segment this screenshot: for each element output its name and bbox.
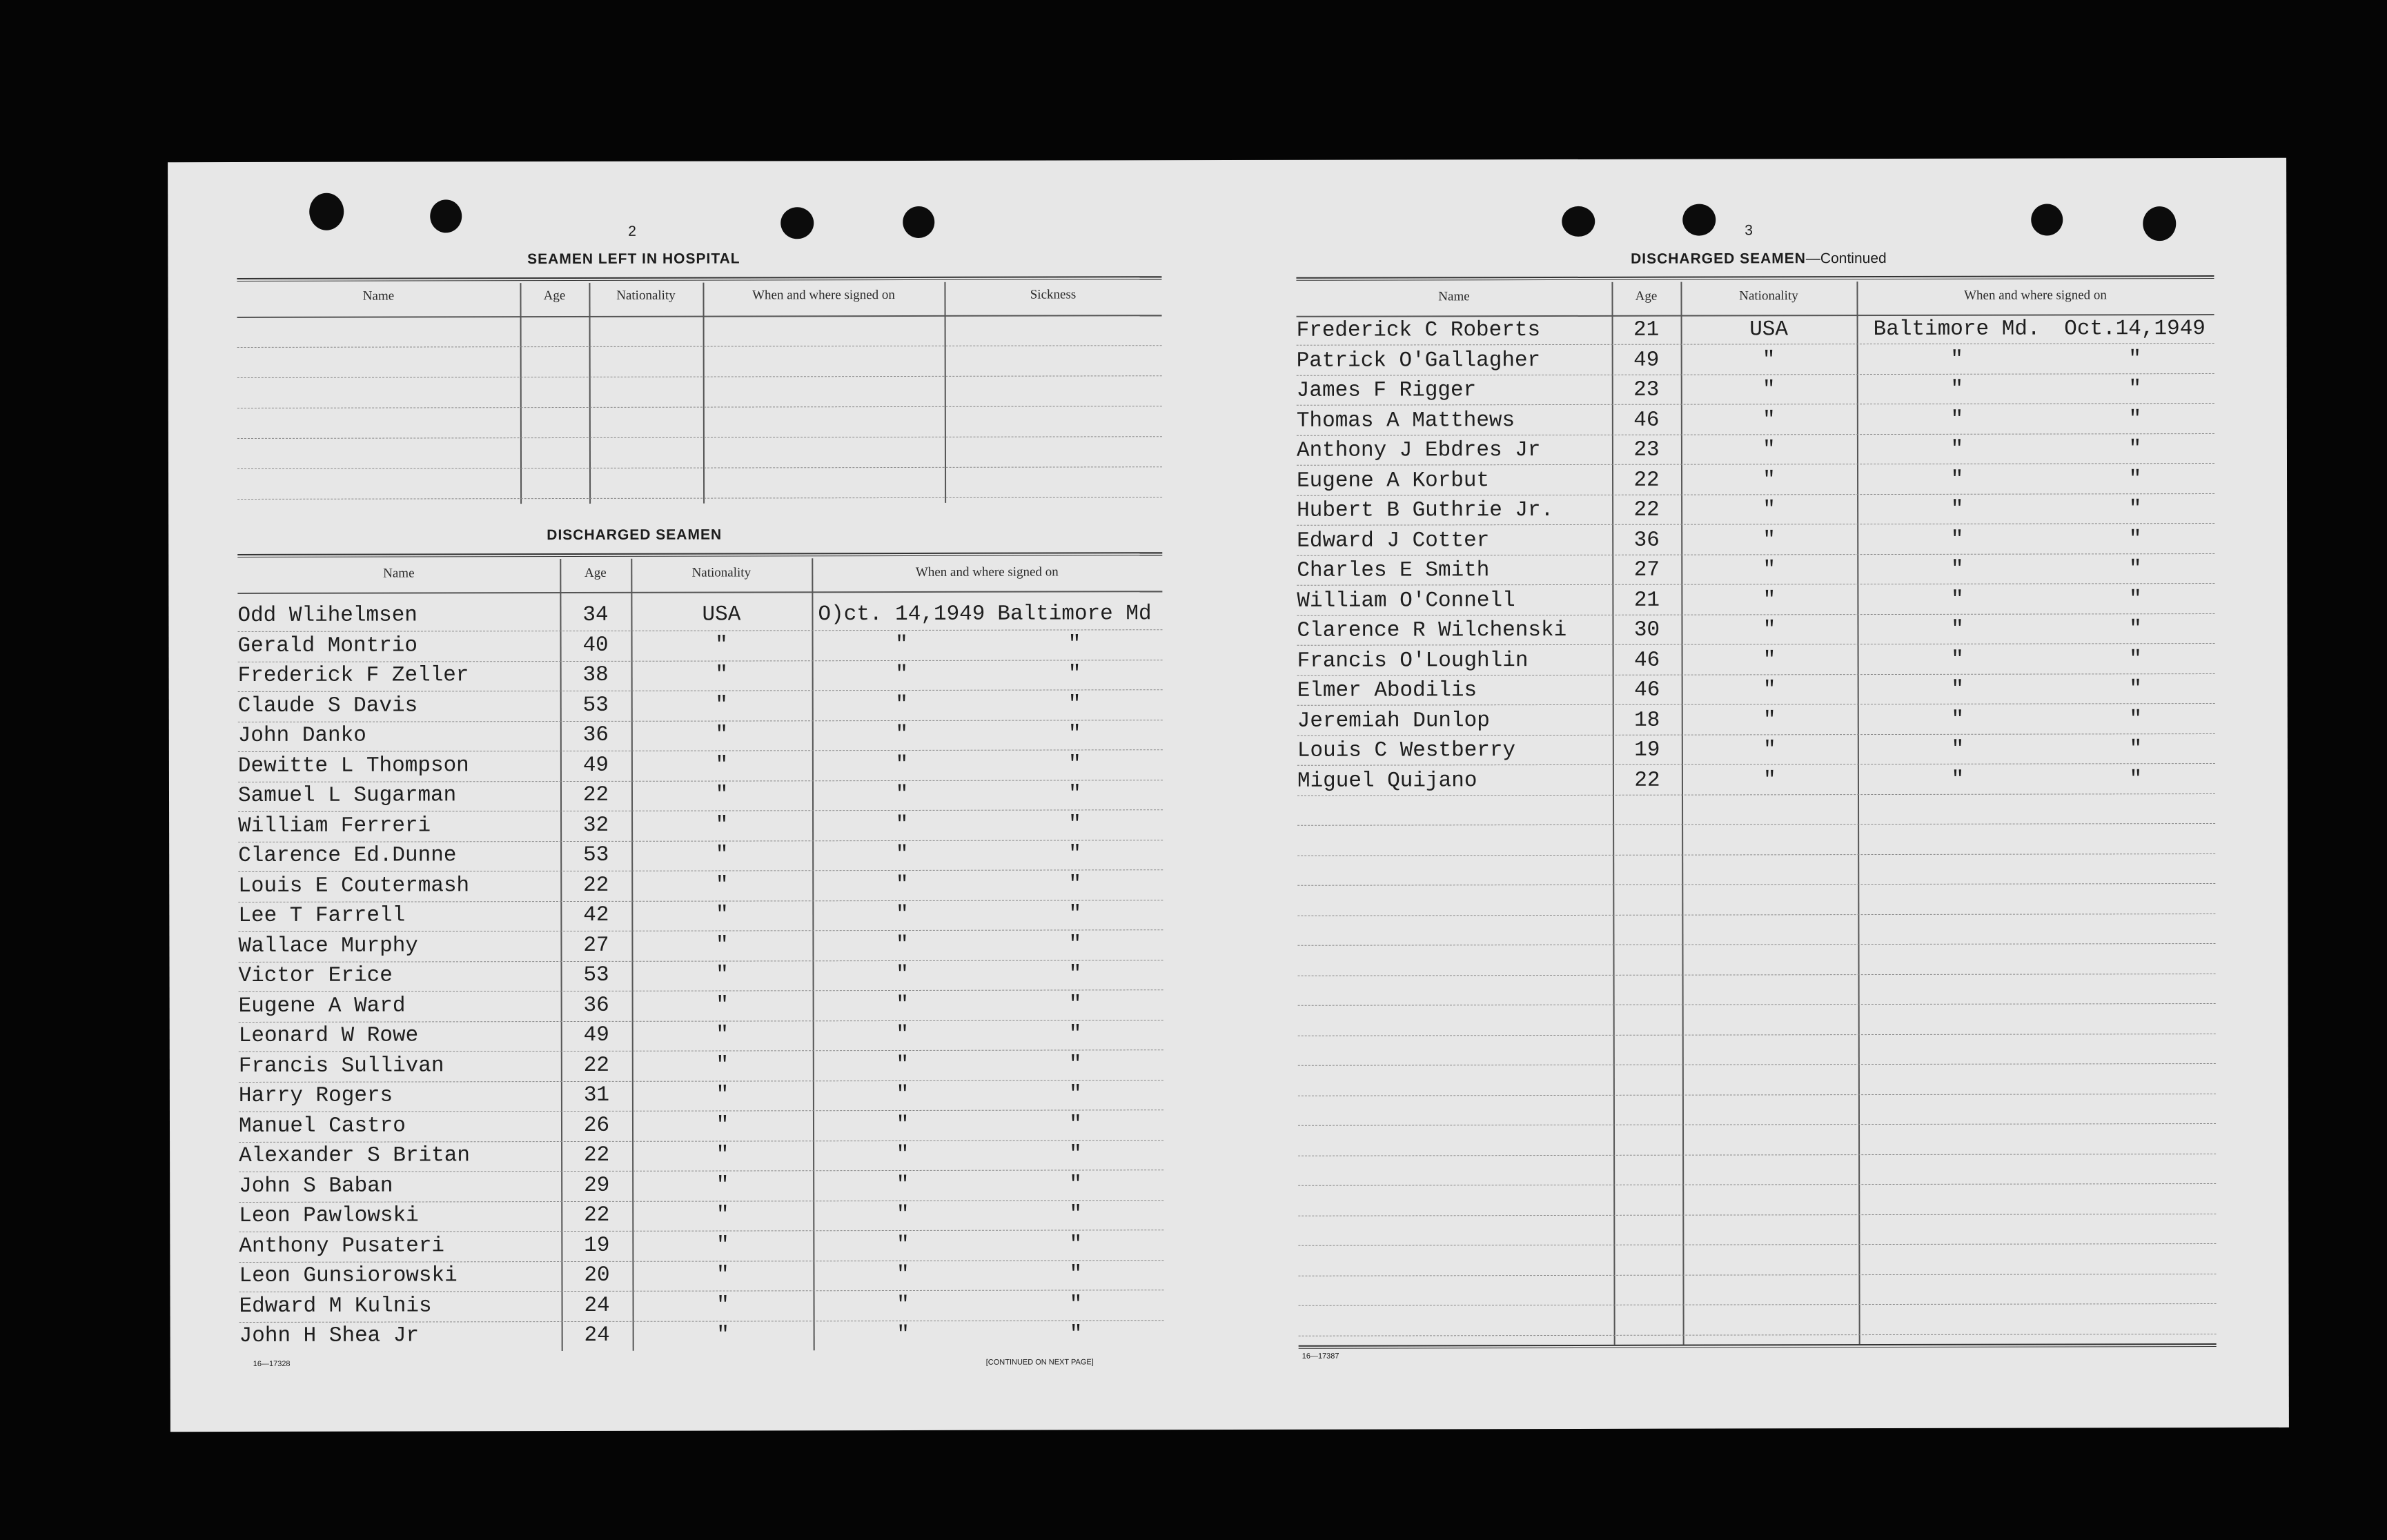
seaman-name: Leonard W Rowe: [238, 1023, 419, 1049]
signed-on-place: ": [1950, 347, 1964, 372]
seaman-nationality: ": [1762, 618, 1776, 642]
signed-on-date: ": [896, 962, 909, 987]
seaman-nationality: ": [1762, 347, 1776, 372]
seaman-name: Francis Sullivan: [238, 1053, 444, 1078]
signed-on-date: ": [2128, 437, 2142, 462]
seaman-age: 49: [582, 753, 609, 778]
seaman-age: 40: [582, 633, 609, 658]
seaman-nationality: USA: [702, 602, 741, 627]
discharged-top-rule: [1296, 275, 2214, 281]
signed-on-place: ": [1068, 842, 1082, 867]
signed-on-date: ": [896, 932, 909, 957]
row-rule: [237, 436, 1162, 439]
seaman-name: William O'Connell: [1297, 588, 1515, 613]
signed-on-date: ": [895, 662, 908, 687]
seaman-nationality: ": [716, 1293, 729, 1318]
section-title-main: DISCHARGED SEAMEN: [1631, 250, 1806, 267]
signed-on-date: ": [895, 782, 909, 807]
seaman-name: Gerald Montrio: [237, 633, 418, 658]
signed-on-date: ": [895, 872, 909, 897]
seaman-age: 53: [583, 962, 609, 987]
seaman-age: 22: [584, 1203, 610, 1227]
signed-on-date: Oct.14,1949: [2064, 317, 2206, 342]
signed-on-date: ": [896, 1292, 910, 1317]
seaman-name: Harry Rogers: [238, 1083, 393, 1109]
page-number: 2: [628, 223, 636, 239]
signed-on-date: ": [896, 1112, 910, 1137]
signed-on-date: ": [895, 812, 909, 837]
punch-hole: [1562, 206, 1595, 237]
row-rule: [1297, 463, 2214, 466]
seaman-name: Edward M Kulnis: [239, 1293, 432, 1319]
column-header: Age: [584, 565, 607, 580]
column-header: Name: [362, 288, 395, 304]
discharged-section-title: DISCHARGED SEAMEN: [547, 526, 723, 544]
seaman-age: 46: [1634, 678, 1660, 702]
signed-on-place: ": [1951, 737, 1965, 762]
seaman-nationality: ": [716, 902, 729, 927]
signed-on-date: ": [896, 1262, 910, 1287]
punch-hole: [2031, 204, 2063, 235]
seaman-age: 22: [583, 1053, 609, 1078]
seaman-name: Lee T Farrell: [238, 903, 406, 929]
signed-on-date: ": [2128, 497, 2142, 522]
column-header: Age: [543, 288, 566, 304]
signed-on-date: ": [895, 722, 909, 747]
row-rule: [1298, 1003, 2216, 1006]
seaman-nationality: ": [716, 1173, 729, 1198]
row-rule: [1297, 793, 2215, 796]
seaman-age: 36: [1633, 528, 1660, 553]
signed-on-place: ": [1069, 1082, 1082, 1107]
column-header: When and where signed on: [1964, 288, 2107, 303]
signed-on-place: ": [1951, 617, 1964, 642]
signed-on-date: ": [895, 752, 909, 777]
left-page: [237, 160, 1161, 1368]
punch-hole: [1682, 204, 1716, 236]
seaman-age: 31: [583, 1083, 610, 1107]
column-header: When and where signed on: [752, 288, 895, 303]
continued-section-title: [1538, 250, 1979, 268]
seaman-nationality: ": [1762, 557, 1776, 582]
signed-on-place: ": [1069, 1232, 1083, 1256]
column-header: Name: [1438, 289, 1470, 304]
signed-on-place: ": [1950, 377, 1964, 402]
signed-on-date: ": [895, 632, 908, 657]
signed-on-date: ": [896, 1052, 910, 1077]
seaman-age: 30: [1633, 618, 1660, 642]
seaman-age: 29: [584, 1173, 610, 1198]
signed-on-date: ": [2129, 737, 2143, 762]
seaman-age: 19: [1634, 738, 1660, 762]
seaman-nationality: ": [1763, 738, 1776, 762]
seaman-nationality: ": [715, 662, 728, 687]
signed-on-place: ": [1069, 1262, 1083, 1287]
signed-on-place: ": [1950, 437, 1964, 462]
discharged-top-rule: [237, 552, 1162, 557]
signed-on-place: ": [1068, 1052, 1082, 1076]
seaman-name: Manuel Castro: [238, 1113, 406, 1138]
seaman-nationality: ": [716, 1143, 729, 1167]
seaman-nationality: ": [716, 1083, 729, 1107]
row-rule: [1297, 433, 2214, 436]
discharged-table-continued: [1296, 281, 2216, 1345]
seaman-age: 23: [1633, 377, 1660, 402]
seaman-age: 22: [1634, 768, 1660, 793]
seaman-nationality: ": [716, 1203, 729, 1227]
row-rule: [1297, 823, 2215, 826]
row-rule: [1297, 493, 2214, 496]
seaman-name: Wallace Murphy: [238, 933, 418, 958]
seaman-name: Leon Gunsiorowski: [239, 1263, 458, 1289]
row-rule: [1297, 553, 2214, 556]
seaman-name: James F Rigger: [1296, 378, 1477, 403]
signed-on-place: ": [1069, 1322, 1083, 1347]
seaman-name: Francis O'Loughlin: [1297, 648, 1529, 673]
seaman-age: 22: [583, 1143, 610, 1167]
row-rule: [1298, 974, 2216, 976]
column-header: When and where signed on: [915, 564, 1059, 580]
signed-on-date: ": [2129, 767, 2143, 791]
row-rule: [1297, 733, 2215, 736]
seaman-age: 34: [582, 602, 609, 627]
continued-note: [CONTINUED ON NEXT PAGE]: [985, 1358, 1094, 1367]
seaman-age: 24: [584, 1323, 610, 1348]
row-rule: [1298, 1214, 2216, 1216]
seaman-nationality: ": [1762, 587, 1776, 612]
signed-on-date: ": [2128, 526, 2142, 551]
seaman-age: 36: [582, 722, 609, 747]
signed-on-place: ": [1069, 1172, 1083, 1196]
seaman-nationality: ": [1762, 407, 1776, 432]
row-rule: [1297, 914, 2215, 916]
column-header: Sickness: [1030, 287, 1077, 302]
seaman-name: Louis E Coutermash: [238, 873, 470, 898]
seaman-nationality: ": [1762, 678, 1776, 702]
page-number: 3: [1745, 222, 1753, 239]
seaman-name: Leon Pawlowski: [239, 1203, 419, 1229]
signed-on-date: O)ct. 14,1949: [818, 602, 985, 627]
hospital-table: [237, 282, 1162, 504]
signed-on-place: ": [1069, 1142, 1082, 1167]
row-rule: [1297, 643, 2215, 646]
signed-on-place: ": [1950, 407, 1964, 432]
signed-on-place: ": [1950, 467, 1964, 492]
signed-on-place: ": [1068, 811, 1081, 836]
signed-on-place: ": [1951, 767, 1965, 792]
seaman-age: 18: [1634, 708, 1660, 733]
signed-on-place: ": [1951, 707, 1965, 732]
hospital-section-title: SEAMEN LEFT IN HOSPITAL: [527, 250, 740, 268]
signed-on-date: ": [896, 902, 909, 927]
row-rule: [237, 466, 1162, 469]
seaman-name: Claude S Davis: [237, 693, 418, 718]
seaman-nationality: ": [716, 933, 729, 958]
seaman-nationality: ": [715, 633, 728, 658]
seaman-nationality: ": [716, 962, 729, 987]
seaman-name: Hubert B Guthrie Jr.: [1297, 498, 1554, 523]
column-header: Nationality: [1739, 288, 1798, 304]
signed-on-place: ": [1069, 1202, 1083, 1227]
seaman-age: 46: [1633, 408, 1660, 433]
row-rule: [237, 345, 1162, 348]
seaman-name: Odd Wlihelmsen: [237, 603, 418, 629]
hospital-top-rule: [237, 276, 1161, 282]
signed-on-date: ": [2129, 707, 2143, 731]
column-header: Age: [1635, 288, 1658, 304]
seaman-nationality: ": [716, 1233, 729, 1258]
row-rule: [1297, 763, 2215, 766]
row-rule: [1297, 673, 2215, 676]
seaman-age: 20: [584, 1263, 610, 1287]
seaman-age: 21: [1633, 317, 1660, 342]
signed-on-place: ": [1950, 497, 1964, 522]
seaman-nationality: ": [1762, 467, 1776, 492]
signed-on-date: ": [896, 1202, 910, 1227]
seaman-nationality: ": [715, 873, 729, 898]
row-rule: [1297, 343, 2214, 346]
form-number: 16—17387: [1301, 1352, 1339, 1361]
seaman-age: 53: [583, 842, 609, 867]
signed-on-place: ": [1068, 931, 1082, 956]
row-rule: [1297, 883, 2215, 886]
seaman-age: 21: [1633, 588, 1660, 613]
header-rule: [237, 591, 1162, 594]
signed-on-date: ": [895, 842, 909, 867]
seaman-name: Eugene A Ward: [238, 993, 406, 1018]
signed-on-date: ": [895, 692, 909, 717]
seaman-name: Frederick F Zeller: [237, 663, 469, 689]
signed-on-date: ": [2129, 677, 2143, 702]
seaman-age: 22: [1633, 497, 1660, 522]
discharged-table: [237, 557, 1163, 1352]
form-number: 16—17328: [253, 1359, 291, 1368]
row-rule: [1297, 613, 2214, 616]
seaman-age: 42: [583, 902, 609, 927]
row-rule: [237, 375, 1162, 378]
row-rule: [1297, 373, 2214, 376]
row-rule: [1297, 853, 2215, 856]
row-rule: [237, 497, 1162, 500]
seaman-name: Jeremiah Dunlop: [1297, 708, 1490, 733]
seaman-nationality: ": [715, 813, 729, 838]
seaman-age: 22: [582, 782, 609, 807]
signed-on-place: ": [1068, 691, 1081, 716]
signed-on-date: ": [896, 1082, 910, 1107]
seaman-nationality: ": [1762, 647, 1776, 672]
seaman-age: 46: [1633, 648, 1660, 673]
seaman-name: Patrick O'Gallagher: [1296, 348, 1541, 373]
signed-on-place: Baltimore Md: [997, 602, 1152, 626]
seaman-nationality: ": [1762, 707, 1776, 732]
seaman-name: John S Baban: [239, 1174, 393, 1198]
signed-on-place: ": [1069, 1292, 1083, 1316]
signed-on-place: ": [1950, 557, 1964, 582]
header-rule: [237, 315, 1162, 318]
seaman-name: Louis C Westberry: [1297, 738, 1516, 763]
signed-on-place: ": [1951, 647, 1964, 672]
column-header: Nationality: [691, 565, 752, 580]
seaman-name: Edward J Cotter: [1297, 528, 1490, 553]
signed-on-place: ": [1068, 962, 1082, 987]
seaman-age: 22: [1633, 468, 1660, 493]
signed-on-place: ": [1951, 587, 1964, 612]
section-title-continued: —Continued: [1805, 250, 1887, 267]
signed-on-date: ": [2128, 406, 2142, 431]
ledger-sheet: [168, 158, 2289, 1432]
seaman-age: 32: [582, 813, 609, 838]
signed-on-date: ": [2128, 346, 2142, 371]
seaman-name: Alexander S Britan: [239, 1143, 470, 1169]
signed-on-date: ": [896, 1022, 910, 1047]
seaman-nationality: ": [716, 1053, 729, 1078]
seaman-nationality: ": [715, 753, 729, 778]
signed-on-date: ": [2128, 557, 2142, 582]
seaman-age: 22: [583, 873, 609, 898]
signed-on-place: ": [1068, 871, 1082, 896]
seaman-name: William Ferreri: [238, 813, 431, 838]
signed-on-date: ": [2129, 617, 2142, 642]
signed-on-place: ": [1068, 751, 1081, 776]
signed-on-date: ": [896, 1322, 910, 1348]
row-rule: [237, 406, 1162, 408]
seaman-name: Samuel L Sugarman: [237, 783, 457, 809]
signed-on-date: ": [2129, 646, 2142, 671]
seaman-age: 53: [582, 693, 609, 718]
row-rule: [1298, 1123, 2216, 1126]
signed-on-place: ": [1068, 722, 1081, 747]
signed-on-date: ": [2129, 586, 2142, 611]
row-rule: [1297, 523, 2214, 526]
row-rule: [1297, 943, 2215, 946]
signed-on-place: ": [1068, 902, 1082, 927]
row-rule: [1297, 583, 2214, 586]
seaman-nationality: ": [716, 1113, 729, 1138]
seaman-nationality: USA: [1749, 317, 1789, 342]
seaman-nationality: ": [716, 1263, 729, 1287]
row-rule: [1298, 1243, 2216, 1246]
row-rule: [1298, 1094, 2216, 1096]
seaman-name: Dewitte L Thompson: [237, 753, 469, 778]
seaman-nationality: ": [1762, 527, 1776, 552]
signed-on-place: ": [1068, 991, 1082, 1016]
seaman-nationality: ": [715, 722, 729, 747]
seaman-name: Miguel Quijano: [1297, 768, 1477, 793]
seaman-age: 19: [584, 1233, 610, 1258]
signed-on-date: ": [896, 1172, 910, 1197]
signed-on-place: ": [1069, 1112, 1082, 1136]
signed-on-date: ": [896, 992, 909, 1017]
seaman-name: Elmer Abodilis: [1297, 678, 1477, 703]
signed-on-date: ": [2128, 377, 2142, 402]
seaman-nationality: ": [715, 782, 729, 807]
seaman-name: Eugene A Korbut: [1297, 468, 1490, 493]
seaman-name: Victor Erice: [238, 963, 393, 989]
seaman-age: 26: [583, 1113, 610, 1138]
signed-on-place: ": [1951, 677, 1965, 702]
punch-hole: [780, 207, 814, 239]
seaman-name: Anthony J Ebdres Jr: [1296, 438, 1541, 463]
seaman-name: John Danko: [237, 723, 366, 749]
column-header: Nationality: [616, 288, 676, 303]
seaman-age: 49: [583, 1023, 609, 1047]
seaman-nationality: ": [1762, 437, 1776, 462]
punch-hole: [309, 193, 344, 230]
seaman-nationality: ": [716, 993, 729, 1018]
column-header: Name: [383, 566, 415, 581]
seaman-nationality: ": [1762, 377, 1776, 402]
signed-on-place: ": [1068, 662, 1081, 687]
seaman-name: Charles E Smith: [1297, 558, 1490, 583]
seaman-name: Frederick C Roberts: [1296, 318, 1541, 343]
seaman-age: 27: [583, 933, 609, 958]
signed-on-place: ": [1068, 782, 1081, 807]
signed-on-place: ": [1068, 631, 1081, 656]
row-rule: [1297, 403, 2214, 406]
seaman-age: 23: [1633, 437, 1660, 462]
seaman-name: Thomas A Matthews: [1296, 408, 1515, 433]
signed-on-place: Baltimore Md.: [1873, 317, 2041, 342]
seaman-nationality: ": [1763, 767, 1776, 792]
seaman-age: 36: [583, 993, 609, 1018]
seaman-nationality: ": [715, 693, 729, 718]
signed-on-place: ": [1068, 1022, 1082, 1047]
signed-on-date: ": [896, 1232, 910, 1257]
row-rule: [1299, 1334, 2217, 1336]
seaman-name: Anthony Pusateri: [239, 1233, 445, 1258]
seaman-nationality: ": [715, 842, 729, 867]
row-rule: [1298, 1154, 2216, 1156]
seaman-nationality: ": [716, 1323, 729, 1348]
seaman-age: 27: [1633, 557, 1660, 582]
seaman-nationality: ": [716, 1023, 729, 1047]
seaman-name: John H Shea Jr: [239, 1323, 420, 1349]
signed-on-date: ": [2128, 466, 2142, 491]
signed-on-date: ": [896, 1142, 910, 1167]
seaman-name: Clarence Ed.Dunne: [238, 843, 457, 869]
punch-hole: [2143, 206, 2176, 241]
punch-hole: [903, 206, 934, 238]
row-rule: [1298, 1034, 2216, 1036]
punch-hole: [430, 199, 462, 233]
row-rule: [1298, 1063, 2216, 1066]
row-rule: [1297, 703, 2215, 706]
seaman-nationality: ": [1762, 497, 1776, 522]
seaman-name: Clarence R Wilchenski: [1297, 618, 1567, 643]
row-rule: [1298, 1183, 2216, 1186]
seaman-age: 38: [582, 662, 609, 687]
signed-on-place: ": [1950, 527, 1964, 552]
row-rule: [1299, 1303, 2217, 1306]
row-rule: [1298, 1274, 2216, 1276]
seaman-age: 49: [1633, 348, 1660, 373]
right-page: [1296, 158, 2221, 1361]
seaman-age: 24: [584, 1293, 610, 1318]
